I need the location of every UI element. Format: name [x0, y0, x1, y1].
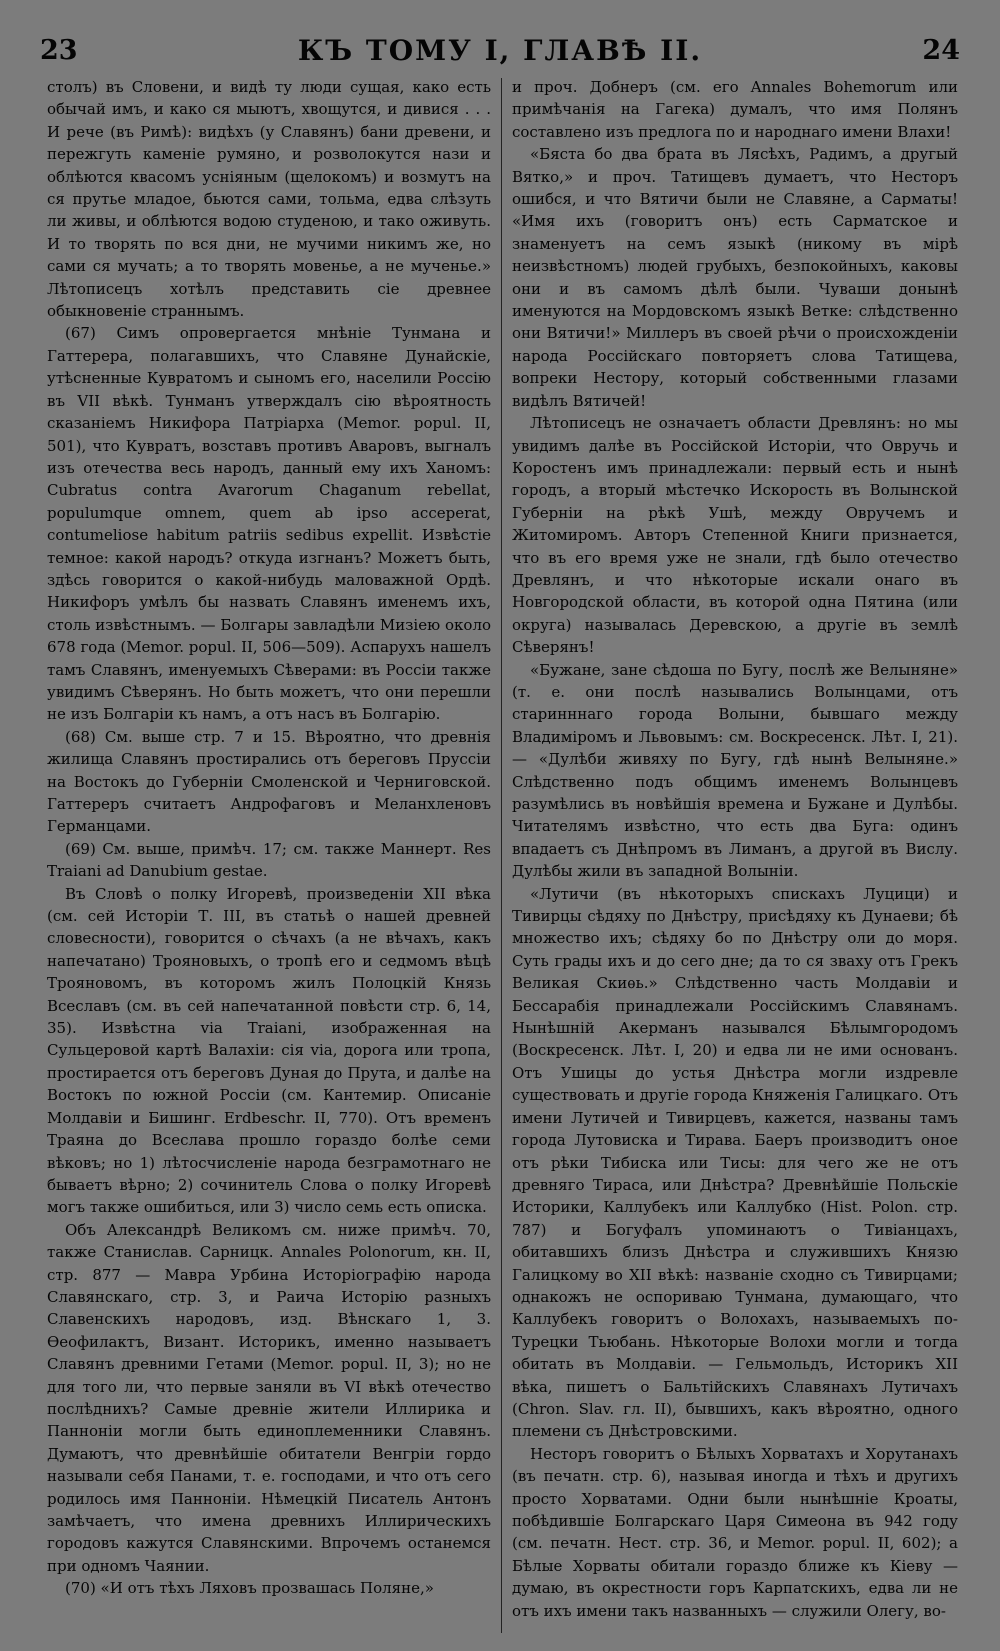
note-67: (67) Симъ опровергается мнѣніе Тунмана и Гаттерера, полагавшихъ, что Славяне Дунайскіе, утѣсненные Кувратомъ и сыномъ его, населили Россію въ VII вѣкѣ. Тунманъ утверждалъ сію вѣроятность сказаніемъ Никифора Патріарха (Memor. popul. II, 501), что Кувратъ, возставъ противъ Аваровъ, выгналъ изъ отечества весь народъ, данный ему ихъ Ханомъ: Cubratus contra Avarorum Chaganum rebellat, populumque omnem, quem ab ipso acceperat, contumeliose habitum patriis sedibus expellit. Извѣстіе темное: какой народъ? откуда изгнанъ? Можетъ быть, здѣсь говорится о какой-нибудь маловажной Ордѣ. Никифоръ умѣлъ бы назвать Славянъ именемъ ихъ, столь извѣстнымъ. — Болгары завладѣли Мизіею около 678 года (Memor. popul. II, 506—509). Аспарухъ нашелъ тамъ Славянъ, именуемыхъ Сѣверами: въ Россіи также увидимъ Сѣверянъ. Но быть можетъ, что они перешли не изъ Болгаріи къ намъ, а отъ насъ въ Болгарію. — [47, 324, 491, 724]
right-page-number: 24 — [922, 34, 960, 66]
paragraph: Въ Словѣ о полку Игоревѣ, произведеніи XII вѣка (см. сей Исторіи Т. III, въ статьѣ о нашей древней словесности), говорится о сѣчахъ (а не вѣчахъ, какъ напечатано) Трояновыхъ, о тропѣ его и седмомъ вѣцѣ Трояновомъ, въ которомъ жилъ Полоцкій Князь Всеславъ (см. въ сей напечатанной повѣсти стр. 6, 14, 35). Извѣстна via Traiani, изображенная на Сульцеровой картѣ Валахіи: сія via, дорога или тропа, простирается отъ береговъ Дуная до Прута, и далѣе на Востокъ по южной Россіи (см. Кантемир. Описаніе Молдавіи и Бишинг. Erdbeschr. II, 770). Отъ временъ Траяна до Всеслава прошло гораздо болѣе семи вѣковъ; но 1) лѣтосчисленіе народа безграмотнаго не бываетъ вѣрно; 2) сочинитель Слова о полку Игоревѣ могъ также ошибиться, или 3) число семь есть описка. — [47, 884, 491, 1217]
paragraph: столъ) въ Словени, и видѣ ту люди сущая, како есть обычай имъ, и како ся мыютъ, хвощутся, и дивися . . . И рече (въ Римѣ): видѣхъ (у Славянъ) бани древени, и пережгуть каменіе румяно, и розволокутся нази и облѣются квасомъ уснiяным (щелокомъ) и возмутъ на ся прутье младое, бьются сами, тольма, едва слѣзуть ли живы, и облѣются водою студеною, и тако оживуть. И то творять по вся дни, не мучими никимъ же, но сами ся мучать; а то творять мовенье, а не мученье.» Лѣтописецъ хотѣлъ представить сіе древнее обыкновеніе страннымъ. — [47, 78, 491, 321]
left-column — [47, 76, 491, 1631]
paragraph: «Лутичи (въ нѣкоторыхъ спискахъ Луцици) и Тивирцы сѣдяху по Днѣстру, присѣдяху къ Дунаеви; бѣ множество ихъ; сѣдяху бо по Днѣстру оли до моря. Суть грады ихъ и до сего дне; да то ся зваху отъ Грекъ Великая Скиѳь.» Слѣдственно часть Молдавіи и Бессарабія принадлежали Россійскимъ Славянамъ. Нынѣшній Акерманъ назывался Бѣлымгородомъ (Воскресенск. Лѣт. I, 20) и едва ли не ими основанъ. Отъ Ушицы до устья Днѣстра могли издревле существовать и другіе города Княженія Галицкаго. Отъ имени Лутичей и Тивирцевъ, кажется, названы тамъ города Лутовиска и Тирава. Баеръ производитъ оное отъ рѣки Тибиска или Тисы: для чего же не отъ древняго Тираса, или Днѣстра? Древнѣйшіе Польскіе Историки, Каллубекъ или Каллубко (Hist. Polon. стр. 787) и Богуфалъ упоминаютъ о Тивiанцахъ, обитавшихъ близъ Днѣстра и служившихъ Князю Галицкому во XII вѣкѣ: названіе сходно съ Тивирцами; однакожъ не оспориваю Тунмана, думающаго, что Каллубекъ говоритъ о Волохахъ, называемыхъ по-Турецки Тьюбань. Нѣкоторые Волохи могли и тогда обитать въ Молдавіи. — Гельмольдъ, Историкъ XII вѣка, пишетъ о Бальтійскихъ Славянахъ Лутичахъ (Chron. Slav. гл. II), бывшихъ, какъ вѣроятно, одного племени съ Днѣстровскими. — [512, 884, 958, 1441]
paragraph: Несторъ говоритъ о Бѣлыхъ Хорватахъ и Хорутанахъ (въ печатн. стр. 6), называя иногда и тѣхъ и другихъ просто Хорватами. Одни были нынѣшніе Кроаты, побѣдившіе Болгарскаго Царя Симеона въ 942 году (см. печатн. Нест. стр. 36, и Memor. popul. II, 602); а Бѣлые Хорваты обитали гораздо ближе къ Кіеву — думаю, въ окрестности горъ Карпатскихъ, едва ли не отъ ихъ имени такъ названныхъ — служили Олегу, во- — [512, 1444, 958, 1620]
running-title: КЪ ТОМУ I, ГЛАВѢ II. — [297, 33, 703, 67]
column-divider — [501, 78, 502, 1633]
right-column — [512, 76, 958, 1631]
note-70: (70) «И отъ тѣхъ Ляховъ прозвашась Поляне,» — [65, 1579, 434, 1598]
running-header — [40, 32, 960, 68]
paragraph: Лѣтописецъ не означаетъ области Древлянъ: но мы увидимъ далѣе въ Россійской Исторіи, что Овручь и Коростенъ имъ принадлежали: первый есть и нынѣ городъ, а вторый мѣстечко Искорость въ Волынской Губерніи на рѣкѣ Ушѣ, между Овручемъ и Житомиромъ. Авторъ Степенной Книги признается, что въ его время уже не знали, гдѣ было отечество Древлянъ, и что нѣкоторые искали онаго въ Новгородской области, въ которой одна Пятина (или округа) называлась Деревскою, а другіе въ землѣ Сѣверянъ! — [512, 414, 958, 657]
note-69: (69) См. выше, примѣч. 17; см. также Маннерт. Res Traiani ad Danubium gestae. — [47, 839, 491, 881]
paragraph: «Бужане, зане сѣдоша по Бугу, послѣ же Велыняне» (т. е. они послѣ назывались Волынцами, отъ старинннаго города Волыни, бывшаго между Владиміромъ и Львовымъ: см. Воскресенск. Лѣт. I, 21). — «Дулѣби живяху по Бугу, гдѣ нынѣ Велыняне.» Слѣдственно подъ общимъ именемъ Волынцевъ разумѣлись въ новѣйшія времена и Бужане и Дулѣбы. Читателямъ извѣстно, что есть два Буга: одинъ впадаетъ съ Днѣпромъ въ Лиманъ, а другой въ Вислу. Дулѣбы жили въ западной Волыніи. — [512, 660, 958, 881]
note-68: (68) См. выше стр. 7 и 15. Вѣроятно, что древнія жилища Славянъ простирались отъ береговъ Пруссіи на Востокъ до Губерніи Смоленской и Черниговской. Гаттереръ считаетъ Андрофаговъ и Меланхленовъ Германцами. — [47, 727, 491, 836]
paragraph: и проч. Добнеръ (см. его Annales Bohemorum или примѣчанія на Гагека) думалъ, что имя Полянъ составлено изъ предлога по и народнаго имени Влахи! — [512, 78, 958, 141]
paragraph: «Бяста бо два брата въ Лясѣхъ, Радимъ, а другый Вятко,» и проч. Татищевъ думаетъ, что Несторъ ошибся, и что Вятичи были не Славяне, а Сарматы! «Имя ихъ (говоритъ онъ) есть Сарматское и знаменуетъ на семъ языкѣ (никому въ мірѣ неизвѣстномъ) людей грубыхъ, безпокойныхъ, каковы они и въ самомъ дѣлѣ были. Чуваши донынѣ именуются на Мордовскомъ языкѣ Ветке: слѣдственно они Вятичи!» Миллеръ въ своей рѣчи о происхожденіи народа Россійскаго повторяетъ слова Татищева, вопреки Нестору, который собственными глазами видѣлъ Вятичей! — [512, 145, 958, 410]
left-page-number: 23 — [40, 34, 78, 66]
paragraph: Объ Александрѣ Великомъ см. ниже примѣч. 70, также Станислав. Сарницк. Annales Polonorum, кн. II, стр. 877 — Мавра Урбина Исторіографію народа Славянскаго, стр. 3, и Раича Исторію разныхъ Славенскихъ народовъ, изд. Вѣнскаго 1, 3. Ѳеофилактъ, Визант. Историкъ, именно называетъ Славянъ древними Гетами (Memor. popul. II, 3); но не для того ли, что первые заняли въ VI вѣкѣ отечество послѣднихъ? Самые древніе жители Иллирика и Панноніи могли быть единоплеменники Славянъ. Думаютъ, что древнѣйшіе обитатели Венгріи гордо называли себя Панами, т. е. господами, и что отъ сего родилось имя Панноніи. Нѣмецкій Писатель Антонъ замѣчаетъ, что имена древнихъ Иллирическихъ городовъ кажутся Славянскими. Впрочемъ останемся при одномъ Чаянии. — [47, 1220, 491, 1575]
